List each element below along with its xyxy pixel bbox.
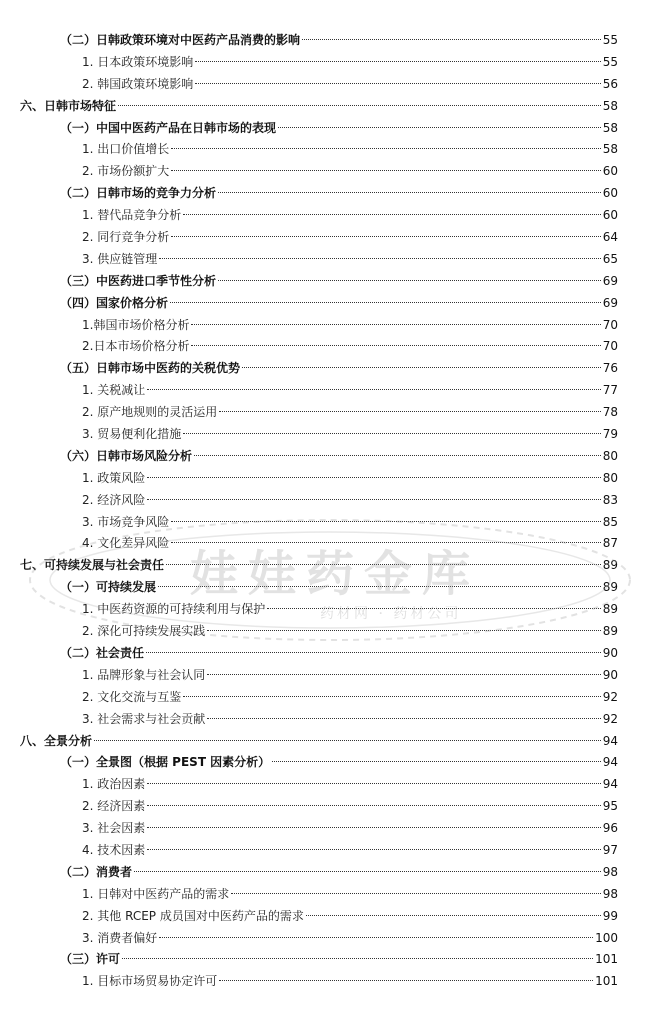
toc-dot-leader (302, 38, 601, 40)
toc-entry[interactable] (0, 139, 658, 161)
toc-dot-leader (147, 498, 600, 500)
toc-entry-page-number: 101 (595, 974, 618, 989)
toc-entry-page-number: 58 (602, 120, 618, 135)
toc-entry[interactable] (0, 490, 658, 512)
toc-entry-page-number: 87 (602, 536, 618, 551)
toc-dot-leader (166, 563, 601, 565)
toc-entry-page-number: 100 (595, 930, 618, 945)
toc-entry-title[interactable]: 2. 经济因素 (82, 799, 146, 814)
toc-entry-title[interactable]: （四）国家价格分析 (60, 295, 169, 310)
toc-entry[interactable] (0, 271, 658, 293)
toc-dot-leader (146, 651, 601, 653)
toc-entry-title[interactable]: （五）日韩市场中医药的关税优势 (60, 361, 241, 376)
toc-dot-leader (219, 410, 600, 412)
toc-entry-page-number: 95 (602, 799, 618, 814)
toc-dot-leader (147, 826, 600, 828)
toc-entry-title[interactable]: 3. 社会因素 (82, 821, 146, 836)
toc-entry-page-number: 80 (602, 448, 618, 463)
toc-entry[interactable] (0, 555, 658, 577)
toc-entry-title[interactable]: 2. 深化可持续发展实践 (82, 624, 206, 639)
toc-entry[interactable] (0, 577, 658, 599)
toc-entry-title[interactable]: 2. 经济风险 (82, 492, 146, 507)
toc-entry-page-number: 101 (595, 952, 618, 967)
toc-entry-page-number: 69 (602, 295, 618, 310)
toc-dot-leader (159, 936, 593, 938)
toc-entry-title[interactable]: 3. 社会需求与社会贡献 (82, 711, 206, 726)
toc-entry[interactable] (0, 709, 658, 731)
toc-dot-leader (158, 585, 601, 587)
toc-entry-title[interactable]: 4. 技术因素 (82, 842, 146, 857)
toc-dot-leader (147, 388, 600, 390)
toc-dot-leader (306, 914, 601, 916)
toc-entry-page-number: 89 (602, 624, 618, 639)
toc-entry[interactable] (0, 227, 658, 249)
toc-dot-leader (242, 366, 601, 368)
toc-dot-leader (159, 257, 600, 259)
toc-entry[interactable] (0, 796, 658, 818)
toc-entry[interactable] (0, 293, 658, 315)
toc-entry[interactable] (0, 52, 658, 74)
toc-entry[interactable] (0, 687, 658, 709)
toc-dot-leader (278, 126, 601, 128)
toc-entry-title[interactable]: （二）社会责任 (60, 645, 145, 660)
toc-dot-leader (134, 870, 601, 872)
toc-dot-leader (147, 476, 600, 478)
toc-dot-leader (191, 344, 600, 346)
toc-entry[interactable] (0, 818, 658, 840)
toc-entry[interactable] (0, 205, 658, 227)
toc-entry-page-number: 98 (602, 886, 618, 901)
toc-dot-leader (194, 454, 601, 456)
toc-entry-title[interactable]: 3. 消费者偏好 (82, 930, 158, 945)
toc-entry[interactable] (0, 906, 658, 928)
toc-entry-page-number: 92 (602, 711, 618, 726)
toc-entry-page-number: 96 (602, 821, 618, 836)
toc-entry[interactable] (0, 161, 658, 183)
toc-entry[interactable] (0, 96, 658, 118)
toc-entry-page-number: 97 (602, 842, 618, 857)
toc-entry-page-number: 60 (602, 208, 618, 223)
toc-entry-page-number: 79 (602, 427, 618, 442)
toc-entry-title[interactable]: 1. 中医药资源的可持续利用与保护 (82, 602, 266, 617)
toc-dot-leader (171, 235, 600, 237)
toc-entry[interactable] (0, 30, 658, 52)
toc-entry-title[interactable]: 3. 市场竞争风险 (82, 514, 170, 529)
toc-dot-leader (207, 673, 600, 675)
table-of-contents (0, 30, 658, 993)
toc-entry[interactable] (0, 752, 658, 774)
toc-entry[interactable] (0, 643, 658, 665)
toc-entry-page-number: 55 (602, 54, 618, 69)
toc-entry-page-number: 56 (602, 76, 618, 91)
toc-dot-leader (147, 804, 600, 806)
toc-dot-leader (171, 520, 600, 522)
toc-entry[interactable] (0, 118, 658, 140)
toc-entry[interactable] (0, 468, 658, 490)
toc-entry-page-number: 80 (602, 470, 618, 485)
toc-entry-title[interactable]: 1. 政策风险 (82, 470, 146, 485)
toc-dot-leader (195, 60, 600, 62)
toc-entry[interactable] (0, 971, 658, 993)
toc-entry-title[interactable]: 1. 政治因素 (82, 777, 146, 792)
toc-entry-title[interactable]: 4. 文化差异风险 (82, 536, 170, 551)
toc-dot-leader (191, 323, 600, 325)
toc-entry-page-number: 89 (602, 602, 618, 617)
toc-entry-page-number: 85 (602, 514, 618, 529)
toc-entry[interactable] (0, 599, 658, 621)
toc-entry-page-number: 78 (602, 405, 618, 420)
toc-entry-page-number: 64 (602, 230, 618, 245)
toc-dot-leader (171, 541, 600, 543)
toc-entry-page-number: 60 (602, 186, 618, 201)
toc-entry-title[interactable]: 2. 市场份额扩大 (82, 164, 170, 179)
toc-dot-leader (147, 782, 600, 784)
toc-dot-leader (183, 432, 600, 434)
toc-entry-title[interactable]: （二）日韩市场的竞争力分析 (60, 186, 217, 201)
toc-entry-page-number: 89 (602, 580, 618, 595)
toc-entry-page-number: 55 (602, 33, 618, 47)
toc-dot-leader (171, 169, 600, 171)
toc-dot-leader (170, 301, 601, 303)
watermark-subtitle: 药材网 · 药材公司 (320, 606, 462, 622)
toc-entry[interactable] (0, 840, 658, 862)
toc-dot-leader (171, 147, 600, 149)
toc-dot-leader (183, 695, 600, 697)
toc-entry-page-number: 77 (602, 383, 618, 398)
toc-entry-page-number: 99 (602, 908, 618, 923)
toc-entry-title[interactable]: 2. 其他 RCEP 成员国对中医药产品的需求 (82, 908, 304, 923)
toc-dot-leader (231, 892, 600, 894)
toc-entry-title[interactable]: 七、可持续发展与社会责任 (20, 558, 165, 573)
toc-entry-title[interactable]: （三）中医药进口季节性分析 (60, 273, 217, 288)
toc-entry-page-number: 70 (602, 339, 618, 354)
toc-entry-title[interactable]: 3. 贸易便利化措施 (82, 427, 182, 442)
toc-entry-page-number: 94 (602, 733, 618, 748)
toc-entry[interactable] (0, 402, 658, 424)
toc-entry-page-number: 58 (602, 98, 618, 113)
toc-entry-page-number: 58 (602, 142, 618, 157)
toc-entry-page-number: 90 (602, 645, 618, 660)
toc-entry-title[interactable]: 1.韩国市场价格分析 (82, 317, 190, 332)
toc-entry-page-number: 89 (602, 558, 618, 573)
toc-dot-leader (219, 979, 593, 981)
toc-entry[interactable] (0, 446, 658, 468)
toc-dot-leader (122, 957, 593, 959)
toc-entry-title[interactable]: （三）许可 (60, 952, 121, 967)
toc-entry-page-number: 90 (602, 667, 618, 682)
toc-entry[interactable] (0, 884, 658, 906)
toc-entry-title[interactable]: 2. 原产地规则的灵活运用 (82, 405, 218, 420)
toc-entry-title[interactable]: 1. 日本政策环境影响 (82, 54, 194, 69)
toc-entry-page-number: 65 (602, 251, 618, 266)
toc-entry-title[interactable]: 1. 目标市场贸易协定许可 (82, 974, 218, 989)
toc-entry[interactable] (0, 862, 658, 884)
toc-entry[interactable] (0, 74, 658, 96)
toc-entry-title[interactable]: （一）可持续发展 (60, 580, 157, 595)
toc-entry-title[interactable]: 3. 供应链管理 (82, 251, 158, 266)
toc-entry-page-number: 60 (602, 164, 618, 179)
toc-entry[interactable] (0, 336, 658, 358)
toc-entry-title[interactable]: 1. 关税减让 (82, 383, 146, 398)
toc-entry-page-number: 98 (602, 864, 618, 879)
watermark-title: 娃娃药金库 (190, 546, 481, 602)
toc-entry-title[interactable]: 2. 韩国政策环境影响 (82, 76, 194, 91)
toc-entry[interactable] (0, 928, 658, 950)
toc-entry[interactable] (0, 665, 658, 687)
toc-entry-page-number: 69 (602, 273, 618, 288)
toc-entry[interactable] (0, 249, 658, 271)
toc-entry-page-number: 94 (602, 755, 618, 770)
toc-entry-title[interactable]: 六、日韩市场特征 (20, 98, 117, 113)
toc-entry[interactable] (0, 512, 658, 534)
toc-entry-title[interactable]: （二）日韩政策环境对中医药产品消费的影响 (60, 33, 301, 47)
toc-entry-title[interactable]: （六）日韩市场风险分析 (60, 448, 193, 463)
toc-entry-page-number: 92 (602, 689, 618, 704)
toc-entry[interactable] (0, 731, 658, 753)
toc-entry-page-number: 76 (602, 361, 618, 376)
toc-dot-leader (94, 739, 601, 741)
toc-entry[interactable] (0, 183, 658, 205)
toc-entry-title[interactable]: 1. 出口价值增长 (82, 142, 170, 157)
toc-dot-leader (272, 760, 601, 762)
toc-entry-title[interactable]: 1. 替代品竞争分析 (82, 208, 182, 223)
toc-entry-title[interactable]: 1. 日韩对中医药产品的需求 (82, 886, 230, 901)
toc-entry-page-number: 83 (602, 492, 618, 507)
toc-entry-page-number: 70 (602, 317, 618, 332)
toc-dot-leader (183, 213, 600, 215)
toc-dot-leader (118, 104, 601, 106)
toc-dot-leader (207, 717, 600, 719)
toc-entry-page-number: 94 (602, 777, 618, 792)
toc-entry-title[interactable]: 1. 品牌形象与社会认同 (82, 667, 206, 682)
toc-dot-leader (207, 629, 600, 631)
toc-entry[interactable] (0, 424, 658, 446)
toc-entry[interactable] (0, 358, 658, 380)
toc-entry-title[interactable]: 2.日本市场价格分析 (82, 339, 190, 354)
toc-entry[interactable] (0, 774, 658, 796)
toc-entry-title[interactable]: 2. 文化交流与互鉴 (82, 689, 182, 704)
toc-entry[interactable] (0, 533, 658, 555)
toc-entry-title[interactable]: （一）全景图（根据 PEST 因素分析） (60, 755, 271, 770)
toc-dot-leader (218, 279, 601, 281)
toc-dot-leader (195, 82, 600, 84)
toc-dot-leader (267, 607, 600, 609)
toc-entry[interactable] (0, 949, 658, 971)
toc-entry-title[interactable]: 八、全景分析 (20, 733, 93, 748)
toc-dot-leader (147, 848, 600, 850)
toc-entry-title[interactable]: （一）中国中医药产品在日韩市场的表现 (60, 120, 277, 135)
toc-dot-leader (218, 191, 601, 193)
toc-entry[interactable] (0, 380, 658, 402)
toc-entry[interactable] (0, 621, 658, 643)
toc-entry-title[interactable]: 2. 同行竞争分析 (82, 230, 170, 245)
toc-entry-title[interactable]: （二）消费者 (60, 864, 133, 879)
toc-entry[interactable] (0, 315, 658, 337)
